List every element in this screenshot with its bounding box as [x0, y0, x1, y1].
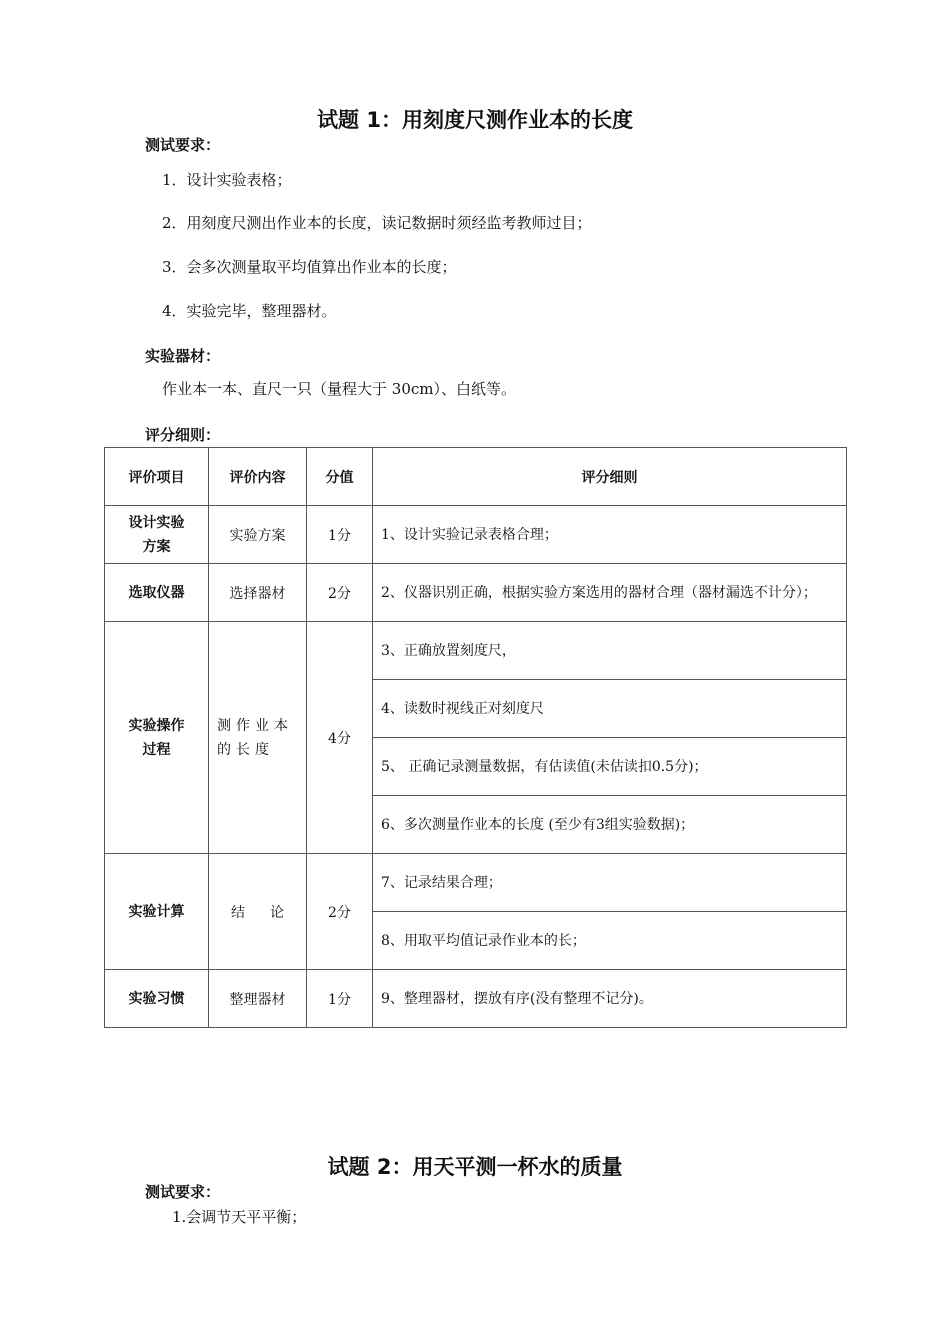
item-cell: 选取仪器: [105, 564, 209, 622]
score-cell: 1分: [307, 506, 373, 564]
q1-requirement-3: 3．会多次测量取平均值算出作业本的长度；: [162, 258, 457, 276]
header-score: 分值: [307, 448, 373, 506]
rubric-table: [104, 447, 847, 1028]
question-1-title: 试题 1：用刻度尺测作业本的长度: [317, 108, 633, 132]
content-cell: 测作业本的长度: [209, 622, 307, 854]
rule-cell: 6、多次测量作业本的长度 (至少有3组实验数据)；: [373, 796, 847, 854]
table-row: [105, 854, 847, 912]
rule-cell: 3、正确放置刻度尺，: [373, 622, 847, 680]
table-row: [105, 564, 847, 622]
content-cell: 整理器材: [209, 970, 307, 1028]
q1-requirement-1: 1．设计实验表格；: [162, 171, 292, 189]
item-cell: 实验习惯: [105, 970, 209, 1028]
table-row: [105, 970, 847, 1028]
header-content: 评价内容: [209, 448, 307, 506]
rubric-header-row: [105, 448, 847, 506]
question-2-title: 试题 2：用天平测一杯水的质量: [327, 1155, 623, 1179]
q1-rubric-heading: 评分细则：: [145, 426, 221, 444]
score-cell: 1分: [307, 970, 373, 1028]
table-row: [105, 506, 847, 564]
header-item: 评价项目: [105, 448, 209, 506]
item-cell: 实验计算: [105, 854, 209, 970]
table-row: [105, 622, 847, 680]
q1-equipment-text: 作业本一本、直尺一只（量程大于 30cm）、白纸等。: [162, 380, 516, 398]
rule-cell: 1、设计实验记录表格合理；: [373, 506, 847, 564]
content-cell: 结论: [209, 854, 307, 970]
score-cell: 2分: [307, 564, 373, 622]
rule-cell: 5、 正确记录测量数据，有估读值(未估读扣0.5分)；: [373, 738, 847, 796]
q1-requirement-2: 2．用刻度尺测出作业本的长度，读记数据时须经监考教师过目；: [162, 214, 592, 232]
q1-requirements-heading: 测试要求：: [145, 136, 221, 154]
score-cell: 2分: [307, 854, 373, 970]
q2-requirement-1: 1.会调节天平平衡；: [172, 1208, 307, 1226]
item-cell: 实验操作过程: [105, 622, 209, 854]
header-rules: 评分细则: [373, 448, 847, 506]
content-cell: 选择器材: [209, 564, 307, 622]
rule-cell: 4、读数时视线正对刻度尺: [373, 680, 847, 738]
q1-equipment-heading: 实验器材：: [145, 347, 221, 365]
q1-requirement-4: 4．实验完毕，整理器材。: [162, 302, 337, 320]
rule-cell: 8、用取平均值记录作业本的长；: [373, 912, 847, 970]
rule-cell: 7、记录结果合理；: [373, 854, 847, 912]
score-cell: 4分: [307, 622, 373, 854]
rule-cell: 9、整理器材，摆放有序(没有整理不记分)。: [373, 970, 847, 1028]
rule-cell: 2、仪器识别正确，根据实验方案选用的器材合理（器材漏选不计分）；: [373, 564, 847, 622]
item-cell: 设计实验方案: [105, 506, 209, 564]
content-cell: 实验方案: [209, 506, 307, 564]
q2-requirements-heading: 测试要求：: [145, 1183, 221, 1201]
